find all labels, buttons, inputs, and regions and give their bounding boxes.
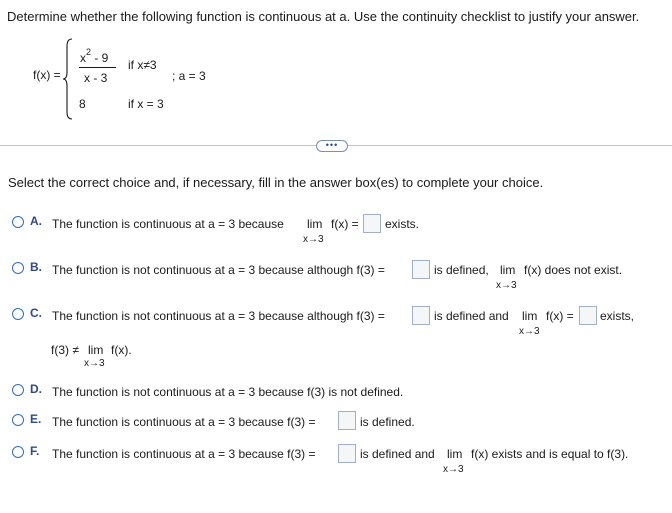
choice-c-fx: f(x) = bbox=[546, 309, 574, 323]
choice-c-answer-box-2[interactable] bbox=[579, 306, 597, 325]
choice-b-answer-box[interactable] bbox=[412, 260, 430, 279]
left-brace-icon bbox=[62, 38, 74, 120]
choice-a-letter: A. bbox=[30, 214, 42, 228]
expand-button[interactable]: ••• bbox=[316, 140, 348, 152]
question-text: Determine whether the following function is continuous at a. Use the continuity checklist to justify your answer. bbox=[7, 9, 640, 24]
choice-a-text: The function is continuous at a = 3 because bbox=[52, 217, 284, 231]
instruction-text: Select the correct choice and, if necessary, fill in the answer box(es) to complete your choice. bbox=[8, 175, 544, 190]
choice-b-lim: lim bbox=[500, 263, 516, 277]
choice-a-lim: lim bbox=[307, 217, 323, 231]
choice-b-text2: is defined, bbox=[434, 263, 489, 277]
choice-f-answer-box[interactable] bbox=[338, 444, 356, 463]
choice-c-lim: lim bbox=[522, 309, 538, 323]
function-label: f(x) = bbox=[33, 68, 61, 82]
choice-f-lim-sub: x→3 bbox=[443, 464, 464, 475]
choice-a-answer-box[interactable] bbox=[363, 214, 381, 233]
choice-b-text: The function is not continuous at a = 3 because although f(3) = bbox=[52, 263, 385, 277]
choice-c-letter: C. bbox=[30, 306, 42, 320]
choice-d-text: The function is not continuous at a = 3 because f(3) is not defined. bbox=[52, 385, 404, 399]
choice-c-line2-lim: lim bbox=[88, 343, 104, 357]
choice-b-radio[interactable] bbox=[12, 262, 24, 274]
a-value: ; a = 3 bbox=[172, 69, 206, 83]
choice-f-letter: F. bbox=[30, 444, 40, 458]
choice-f-radio[interactable] bbox=[12, 446, 24, 458]
choice-c-text2: is defined and bbox=[434, 309, 509, 323]
choice-f-text2: is defined and bbox=[360, 447, 435, 461]
choice-c-lim-sub: x→3 bbox=[519, 326, 540, 337]
choice-e-text: The function is continuous at a = 3 because f(3) = bbox=[52, 415, 316, 429]
choice-b-fx: f(x) does not exist. bbox=[524, 263, 623, 277]
piece2-value: 8 bbox=[79, 97, 86, 111]
piece2-condition: if x = 3 bbox=[128, 97, 164, 111]
choice-c-answer-box-1[interactable] bbox=[412, 306, 430, 325]
choice-d-letter: D. bbox=[30, 382, 42, 396]
choice-e-letter: E. bbox=[30, 412, 42, 426]
choice-c-radio[interactable] bbox=[12, 308, 24, 320]
choice-b-lim-sub: x→3 bbox=[496, 280, 517, 291]
choice-b-letter: B. bbox=[30, 260, 42, 274]
denominator: x - 3 bbox=[84, 71, 108, 85]
choice-e-text2: is defined. bbox=[360, 415, 415, 429]
choice-a-fx: f(x) = bbox=[331, 217, 359, 231]
choice-f-text: The function is continuous at a = 3 because f(3) = bbox=[52, 447, 316, 461]
choice-a-radio[interactable] bbox=[12, 216, 24, 228]
numerator-rest: - 9 bbox=[91, 51, 109, 65]
choice-c-text: The function is not continuous at a = 3 because although f(3) = bbox=[52, 309, 385, 323]
numerator-base: x bbox=[80, 51, 86, 65]
choice-f-fx: f(x) exists and is equal to f(3). bbox=[471, 447, 629, 461]
numerator-exponent: 2 bbox=[86, 47, 92, 57]
choice-c-text3: exists, bbox=[600, 309, 635, 323]
choice-a-text2: exists. bbox=[385, 217, 420, 231]
piece1-condition: if x≠3 bbox=[128, 58, 157, 72]
choice-f-lim: lim bbox=[447, 447, 463, 461]
choice-c-line2-sub: x→3 bbox=[84, 358, 105, 369]
choice-a-lim-sub: x→3 bbox=[303, 234, 324, 245]
choice-e-answer-box[interactable] bbox=[338, 411, 356, 430]
choice-c-line2: f(3) ≠ bbox=[51, 343, 79, 357]
fraction-bar bbox=[79, 67, 116, 68]
numerator bbox=[80, 47, 109, 65]
choice-d-radio[interactable] bbox=[12, 384, 24, 396]
choice-c-line2-fx: f(x). bbox=[111, 343, 132, 357]
choice-e-radio[interactable] bbox=[12, 414, 24, 426]
